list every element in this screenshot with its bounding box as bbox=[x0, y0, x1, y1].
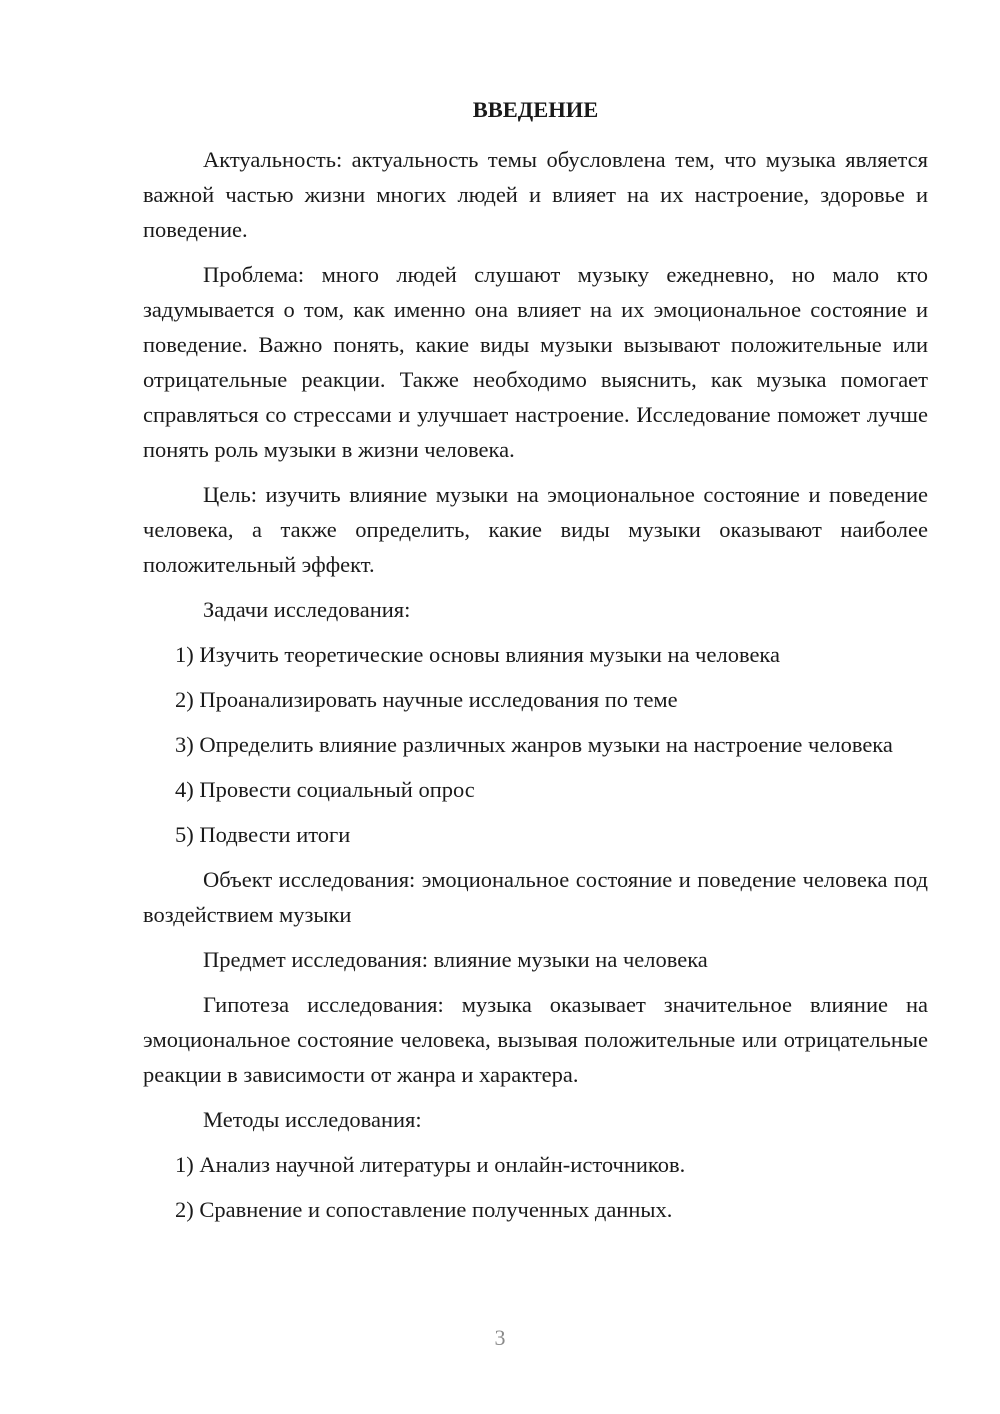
task-item-2: 2) Проанализировать научные исследования по теме bbox=[175, 687, 678, 712]
task-item-3: 3) Определить влияние различных жанров музыки на настроение человека bbox=[175, 732, 893, 757]
paragraph-hypothesis: Гипотеза исследования: музыка оказывает значительное влияние на эмоциональное состояние человека, вызывая положительные или отрицательные реакции в зависимости от жанра и характера. bbox=[143, 992, 928, 1087]
paragraph-relevance: Актуальность: актуальность темы обусловлена тем, что музыка является важной частью жизни многих людей и влияет на их настроение, здоровье и поведение. bbox=[143, 147, 928, 242]
task-item-1: 1) Изучить теоретические основы влияния музыки на человека bbox=[175, 642, 781, 667]
method-item-2: 2) Сравнение и сопоставление полученных данных. bbox=[175, 1197, 673, 1222]
task-item-4: 4) Провести социальный опрос bbox=[175, 777, 475, 802]
document-page bbox=[143, 92, 928, 1237]
paragraph-subject: Предмет исследования: влияние музыки на человека bbox=[203, 947, 708, 972]
method-item-1: 1) Анализ научной литературы и онлайн-источников. bbox=[175, 1152, 686, 1177]
page-number: 3 bbox=[494, 1325, 506, 1350]
paragraph-problem: Проблема: много людей слушают музыку ежедневно, но мало кто задумывается о том, как именно она влияет на их эмоциональное состояние и поведение. Важно понять, какие виды музыки вызывают положительные или отрицательные реакции. Также необходимо выяснить, как музыка помогает справляться со стрессами и улучшает настроение. Исследование поможет лучше понять роль музыки в жизни человека. bbox=[143, 262, 928, 462]
paragraph-object: Объект исследования: эмоциональное состояние и поведение человека под воздействием музыки bbox=[143, 867, 928, 927]
tasks-heading: Задачи исследования: bbox=[203, 597, 411, 622]
methods-heading: Методы исследования: bbox=[203, 1107, 422, 1132]
section-title: ВВЕДЕНИЕ bbox=[472, 97, 599, 122]
task-item-5: 5) Подвести итоги bbox=[175, 822, 351, 847]
paragraph-goal: Цель: изучить влияние музыки на эмоциональное состояние и поведение человека, а также определить, какие виды музыки оказывают наиболее положительный эффект. bbox=[143, 482, 928, 577]
